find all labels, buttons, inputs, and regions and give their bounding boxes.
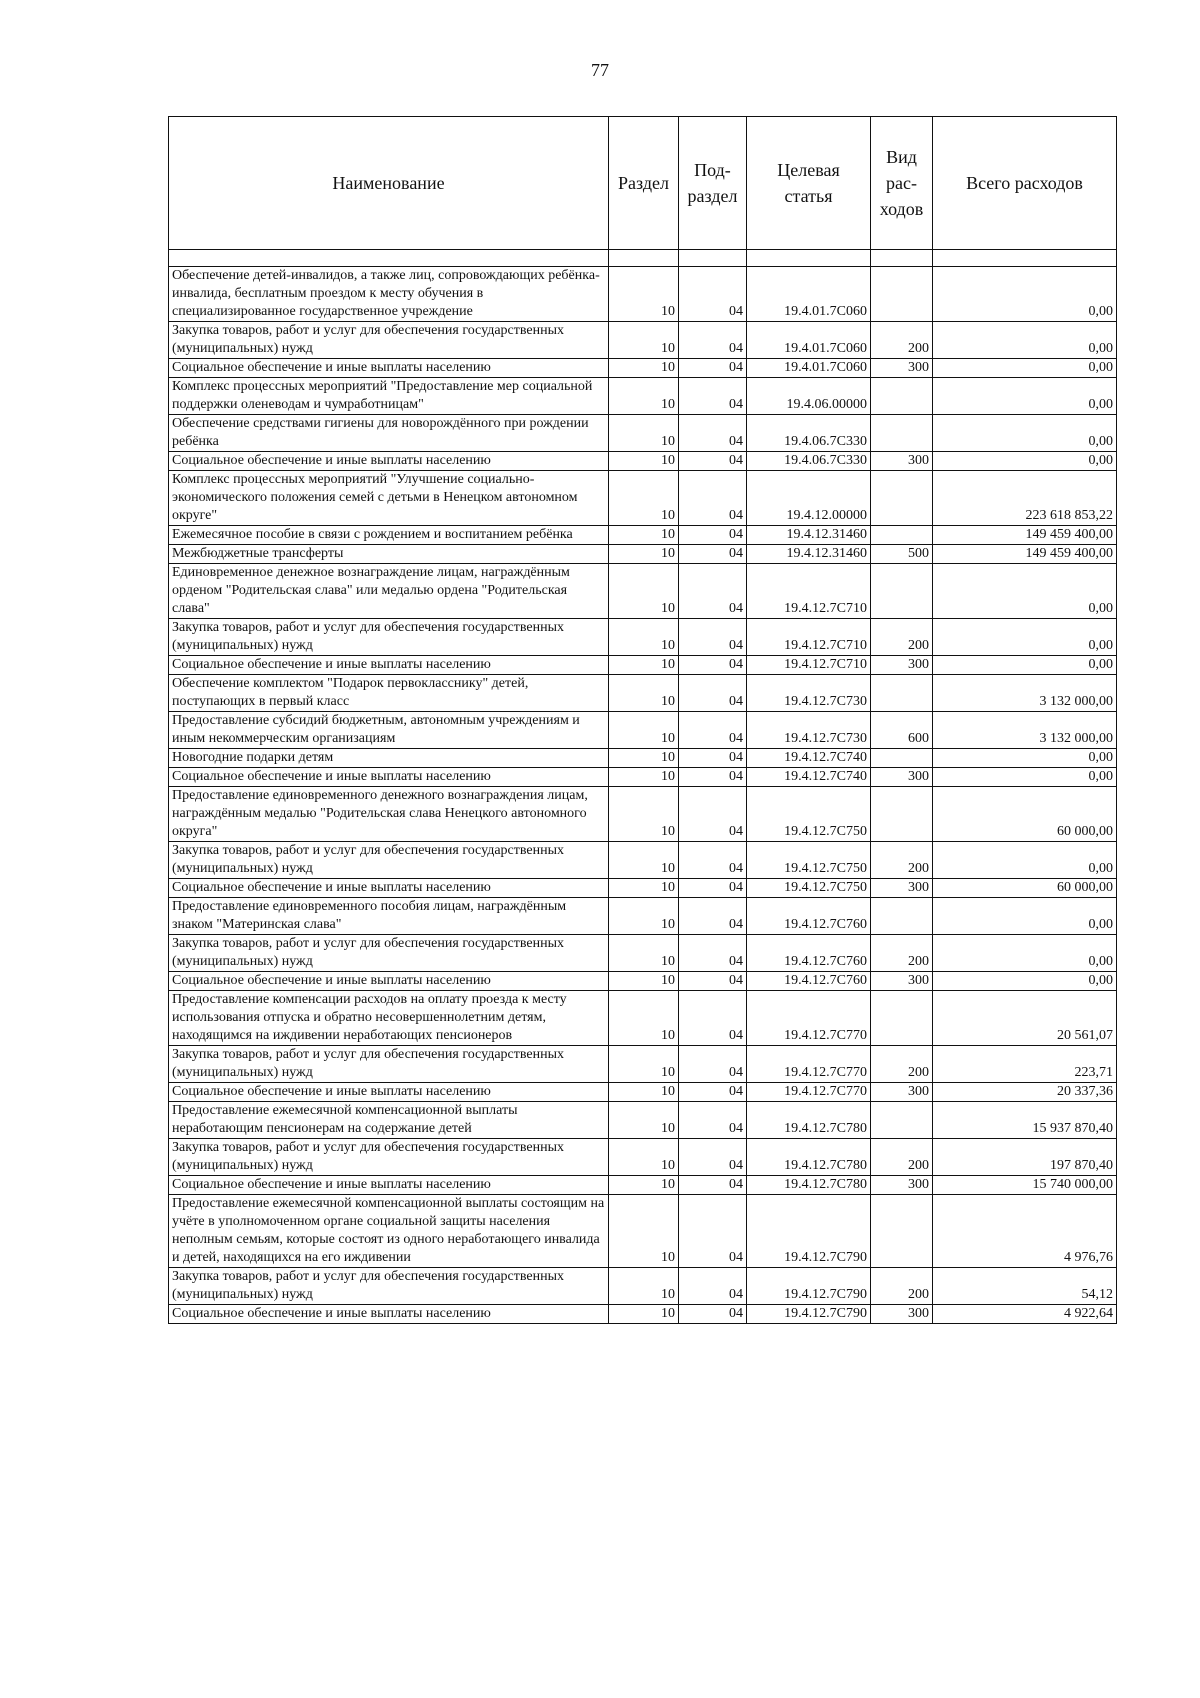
cell-total: 0,00 bbox=[933, 898, 1117, 935]
cell-subsection: 04 bbox=[679, 712, 747, 749]
cell-total: 149 459 400,00 bbox=[933, 545, 1117, 564]
cell-subsection: 04 bbox=[679, 619, 747, 656]
cell-total: 0,00 bbox=[933, 564, 1117, 619]
table-row bbox=[169, 452, 1117, 471]
cell-total: 0,00 bbox=[933, 322, 1117, 359]
cell-type bbox=[871, 991, 933, 1046]
cell-type: 300 bbox=[871, 768, 933, 787]
cell-type: 200 bbox=[871, 619, 933, 656]
cell-total: 0,00 bbox=[933, 452, 1117, 471]
cell-section: 10 bbox=[609, 656, 679, 675]
cell-section: 10 bbox=[609, 712, 679, 749]
cell-name: Социальное обеспечение и иные выплаты населению bbox=[169, 1083, 609, 1102]
table-row bbox=[169, 879, 1117, 898]
cell-type bbox=[871, 378, 933, 415]
cell-target: 19.4.12.7С790 bbox=[747, 1305, 871, 1324]
cell-type bbox=[871, 526, 933, 545]
cell-subsection: 04 bbox=[679, 749, 747, 768]
cell-type bbox=[871, 564, 933, 619]
table-row bbox=[169, 267, 1117, 322]
cell-target: 19.4.12.7С790 bbox=[747, 1195, 871, 1268]
header-spacer-row bbox=[169, 250, 1117, 267]
table-row bbox=[169, 1083, 1117, 1102]
cell-target: 19.4.12.00000 bbox=[747, 471, 871, 526]
cell-type: 300 bbox=[871, 359, 933, 378]
cell-section: 10 bbox=[609, 564, 679, 619]
table-body bbox=[169, 250, 1117, 1324]
table-row bbox=[169, 712, 1117, 749]
cell-target: 19.4.12.31460 bbox=[747, 526, 871, 545]
table-row bbox=[169, 378, 1117, 415]
cell-name: Предоставление ежемесячной компенсационной выплаты неработающим пенсионерам на содержание детей bbox=[169, 1102, 609, 1139]
cell-type: 200 bbox=[871, 1046, 933, 1083]
cell-target: 19.4.12.7С710 bbox=[747, 564, 871, 619]
cell-type: 300 bbox=[871, 1305, 933, 1324]
cell-subsection: 04 bbox=[679, 1268, 747, 1305]
cell-section: 10 bbox=[609, 1195, 679, 1268]
col-header-total: Всего расходов bbox=[933, 117, 1117, 250]
cell-target: 19.4.12.7С710 bbox=[747, 619, 871, 656]
table-row bbox=[169, 545, 1117, 564]
col-header-subsection: Под- раздел bbox=[679, 117, 747, 250]
table-row bbox=[169, 1305, 1117, 1324]
cell-name: Социальное обеспечение и иные выплаты населению bbox=[169, 452, 609, 471]
cell-total: 197 870,40 bbox=[933, 1139, 1117, 1176]
cell-type: 200 bbox=[871, 935, 933, 972]
cell-target: 19.4.12.31460 bbox=[747, 545, 871, 564]
cell-type: 300 bbox=[871, 972, 933, 991]
col-header-name: Наименование bbox=[169, 117, 609, 250]
cell-section: 10 bbox=[609, 545, 679, 564]
table-header-row bbox=[169, 117, 1117, 250]
cell-name: Межбюджетные трансферты bbox=[169, 545, 609, 564]
col-header-target: Целевая статья bbox=[747, 117, 871, 250]
cell-total: 4 922,64 bbox=[933, 1305, 1117, 1324]
cell-subsection: 04 bbox=[679, 1083, 747, 1102]
cell-name: Закупка товаров, работ и услуг для обеспечения государственных (муниципальных) нужд bbox=[169, 1139, 609, 1176]
cell-name: Закупка товаров, работ и услуг для обеспечения государственных (муниципальных) нужд bbox=[169, 1046, 609, 1083]
cell-name: Обеспечение средствами гигиены для новорождённого при рождении ребёнка bbox=[169, 415, 609, 452]
cell-subsection: 04 bbox=[679, 1176, 747, 1195]
cell-total: 3 132 000,00 bbox=[933, 675, 1117, 712]
cell-total: 223 618 853,22 bbox=[933, 471, 1117, 526]
table-row bbox=[169, 322, 1117, 359]
cell-target: 19.4.12.7С750 bbox=[747, 879, 871, 898]
cell-target: 19.4.12.7С760 bbox=[747, 935, 871, 972]
cell-name: Закупка товаров, работ и услуг для обеспечения государственных (муниципальных) нужд bbox=[169, 619, 609, 656]
table-row bbox=[169, 359, 1117, 378]
cell-name: Закупка товаров, работ и услуг для обеспечения государственных (муниципальных) нужд bbox=[169, 842, 609, 879]
cell-subsection: 04 bbox=[679, 564, 747, 619]
cell-target: 19.4.06.7С330 bbox=[747, 452, 871, 471]
cell-name: Комплекс процессных мероприятий "Улучшение социально-экономического положения семей с детьми в Ненецком автономном округе" bbox=[169, 471, 609, 526]
cell-name: Обеспечение комплектом "Подарок первокласснику" детей, поступающих в первый класс bbox=[169, 675, 609, 712]
cell-section: 10 bbox=[609, 972, 679, 991]
cell-section: 10 bbox=[609, 322, 679, 359]
cell-name: Социальное обеспечение и иные выплаты населению bbox=[169, 1305, 609, 1324]
cell-section: 10 bbox=[609, 787, 679, 842]
cell-total: 149 459 400,00 bbox=[933, 526, 1117, 545]
cell-section: 10 bbox=[609, 675, 679, 712]
cell-target: 19.4.12.7С710 bbox=[747, 656, 871, 675]
cell-total: 0,00 bbox=[933, 267, 1117, 322]
cell-type: 200 bbox=[871, 322, 933, 359]
cell-total: 20 561,07 bbox=[933, 991, 1117, 1046]
cell-name: Социальное обеспечение и иные выплаты населению bbox=[169, 359, 609, 378]
cell-total: 0,00 bbox=[933, 359, 1117, 378]
cell-section: 10 bbox=[609, 842, 679, 879]
cell-name: Единовременное денежное вознаграждение лицам, награждённым орденом "Родительская слава" или медалью ордена "Родительская слава" bbox=[169, 564, 609, 619]
cell-type bbox=[871, 1102, 933, 1139]
cell-type: 300 bbox=[871, 879, 933, 898]
cell-type bbox=[871, 415, 933, 452]
table-row bbox=[169, 898, 1117, 935]
cell-subsection: 04 bbox=[679, 545, 747, 564]
cell-target: 19.4.12.7С730 bbox=[747, 675, 871, 712]
cell-name: Социальное обеспечение и иные выплаты населению bbox=[169, 879, 609, 898]
cell-subsection: 04 bbox=[679, 898, 747, 935]
cell-subsection: 04 bbox=[679, 1102, 747, 1139]
cell-name: Предоставление единовременного денежного вознаграждения лицам, награждённым медалью "Родительская слава Ненецкого автономного округа" bbox=[169, 787, 609, 842]
cell-target: 19.4.12.7С780 bbox=[747, 1139, 871, 1176]
cell-subsection: 04 bbox=[679, 359, 747, 378]
table-row bbox=[169, 1139, 1117, 1176]
cell-subsection: 04 bbox=[679, 1305, 747, 1324]
cell-subsection: 04 bbox=[679, 972, 747, 991]
cell-type bbox=[871, 749, 933, 768]
cell-section: 10 bbox=[609, 1102, 679, 1139]
cell-name: Закупка товаров, работ и услуг для обеспечения государственных (муниципальных) нужд bbox=[169, 1268, 609, 1305]
cell-section: 10 bbox=[609, 267, 679, 322]
cell-total: 15 937 870,40 bbox=[933, 1102, 1117, 1139]
cell-name: Новогодние подарки детям bbox=[169, 749, 609, 768]
cell-total: 3 132 000,00 bbox=[933, 712, 1117, 749]
table-row bbox=[169, 749, 1117, 768]
cell-subsection: 04 bbox=[679, 322, 747, 359]
cell-name: Социальное обеспечение и иные выплаты населению bbox=[169, 768, 609, 787]
cell-type bbox=[871, 1195, 933, 1268]
cell-target: 19.4.01.7С060 bbox=[747, 267, 871, 322]
cell-type bbox=[871, 267, 933, 322]
cell-type bbox=[871, 787, 933, 842]
cell-section: 10 bbox=[609, 1268, 679, 1305]
cell-total: 15 740 000,00 bbox=[933, 1176, 1117, 1195]
cell-name: Предоставление единовременного пособия лицам, награждённым знаком "Материнская слава" bbox=[169, 898, 609, 935]
cell-total: 0,00 bbox=[933, 935, 1117, 972]
cell-type: 300 bbox=[871, 452, 933, 471]
cell-section: 10 bbox=[609, 452, 679, 471]
table-row bbox=[169, 415, 1117, 452]
cell-name: Предоставление субсидий бюджетным, автономным учреждениям и иным некоммерческим организациям bbox=[169, 712, 609, 749]
cell-name: Комплекс процессных мероприятий "Предоставление мер социальной поддержки оленеводам и чумработницам" bbox=[169, 378, 609, 415]
cell-total: 0,00 bbox=[933, 415, 1117, 452]
cell-section: 10 bbox=[609, 879, 679, 898]
cell-target: 19.4.06.00000 bbox=[747, 378, 871, 415]
cell-target: 19.4.12.7С730 bbox=[747, 712, 871, 749]
cell-target: 19.4.12.7С750 bbox=[747, 842, 871, 879]
table-row bbox=[169, 842, 1117, 879]
cell-subsection: 04 bbox=[679, 415, 747, 452]
cell-total: 60 000,00 bbox=[933, 787, 1117, 842]
table-row bbox=[169, 526, 1117, 545]
cell-target: 19.4.06.7С330 bbox=[747, 415, 871, 452]
table-row bbox=[169, 1046, 1117, 1083]
cell-total: 0,00 bbox=[933, 768, 1117, 787]
cell-name: Предоставление ежемесячной компенсационной выплаты состоящим на учёте в уполномоченном органе социальной защиты населения неполным семьям, которые состоят из одного неработающего инвалида и детей, находящихся на его иждивении bbox=[169, 1195, 609, 1268]
cell-target: 19.4.12.7С770 bbox=[747, 1046, 871, 1083]
cell-subsection: 04 bbox=[679, 1046, 747, 1083]
cell-type: 300 bbox=[871, 1176, 933, 1195]
cell-total: 0,00 bbox=[933, 378, 1117, 415]
cell-name: Обеспечение детей-инвалидов, а также лиц, сопровождающих ребёнка-инвалида, бесплатным проездом к месту обучения в специализированное государственное учреждение bbox=[169, 267, 609, 322]
cell-subsection: 04 bbox=[679, 768, 747, 787]
cell-total: 4 976,76 bbox=[933, 1195, 1117, 1268]
cell-subsection: 04 bbox=[679, 656, 747, 675]
cell-target: 19.4.12.7С770 bbox=[747, 991, 871, 1046]
cell-section: 10 bbox=[609, 359, 679, 378]
cell-total: 0,00 bbox=[933, 749, 1117, 768]
table-row bbox=[169, 564, 1117, 619]
cell-section: 10 bbox=[609, 1083, 679, 1102]
table-row bbox=[169, 991, 1117, 1046]
cell-subsection: 04 bbox=[679, 378, 747, 415]
cell-subsection: 04 bbox=[679, 675, 747, 712]
cell-type: 200 bbox=[871, 1139, 933, 1176]
cell-subsection: 04 bbox=[679, 1139, 747, 1176]
cell-subsection: 04 bbox=[679, 526, 747, 545]
col-header-section: Раздел bbox=[609, 117, 679, 250]
cell-type: 600 bbox=[871, 712, 933, 749]
cell-subsection: 04 bbox=[679, 452, 747, 471]
table-row bbox=[169, 1176, 1117, 1195]
cell-type: 300 bbox=[871, 1083, 933, 1102]
cell-type: 300 bbox=[871, 656, 933, 675]
cell-subsection: 04 bbox=[679, 471, 747, 526]
cell-section: 10 bbox=[609, 768, 679, 787]
cell-name: Социальное обеспечение и иные выплаты населению bbox=[169, 972, 609, 991]
cell-section: 10 bbox=[609, 619, 679, 656]
cell-type: 500 bbox=[871, 545, 933, 564]
cell-section: 10 bbox=[609, 1305, 679, 1324]
col-header-type: Вид рас- ходов bbox=[871, 117, 933, 250]
table-row bbox=[169, 1195, 1117, 1268]
cell-name: Закупка товаров, работ и услуг для обеспечения государственных (муниципальных) нужд bbox=[169, 935, 609, 972]
cell-section: 10 bbox=[609, 749, 679, 768]
cell-target: 19.4.12.7С760 bbox=[747, 898, 871, 935]
table-row bbox=[169, 619, 1117, 656]
cell-section: 10 bbox=[609, 471, 679, 526]
cell-total: 0,00 bbox=[933, 842, 1117, 879]
table-row bbox=[169, 656, 1117, 675]
cell-name: Ежемесячное пособие в связи с рождением и воспитанием ребёнка bbox=[169, 526, 609, 545]
cell-target: 19.4.12.7С780 bbox=[747, 1176, 871, 1195]
cell-total: 54,12 bbox=[933, 1268, 1117, 1305]
cell-section: 10 bbox=[609, 415, 679, 452]
cell-total: 223,71 bbox=[933, 1046, 1117, 1083]
cell-section: 10 bbox=[609, 1176, 679, 1195]
cell-type bbox=[871, 471, 933, 526]
cell-subsection: 04 bbox=[679, 1195, 747, 1268]
cell-target: 19.4.12.7С760 bbox=[747, 972, 871, 991]
cell-target: 19.4.12.7С780 bbox=[747, 1102, 871, 1139]
table-row bbox=[169, 972, 1117, 991]
cell-total: 60 000,00 bbox=[933, 879, 1117, 898]
cell-type: 200 bbox=[871, 842, 933, 879]
cell-section: 10 bbox=[609, 991, 679, 1046]
cell-subsection: 04 bbox=[679, 842, 747, 879]
table-row bbox=[169, 471, 1117, 526]
cell-name: Социальное обеспечение и иные выплаты населению bbox=[169, 656, 609, 675]
cell-subsection: 04 bbox=[679, 267, 747, 322]
cell-total: 20 337,36 bbox=[933, 1083, 1117, 1102]
cell-section: 10 bbox=[609, 898, 679, 935]
cell-type bbox=[871, 898, 933, 935]
cell-subsection: 04 bbox=[679, 991, 747, 1046]
cell-subsection: 04 bbox=[679, 879, 747, 898]
cell-total: 0,00 bbox=[933, 619, 1117, 656]
cell-subsection: 04 bbox=[679, 935, 747, 972]
table-row bbox=[169, 787, 1117, 842]
page-number: 77 bbox=[591, 60, 609, 80]
cell-total: 0,00 bbox=[933, 972, 1117, 991]
cell-name: Социальное обеспечение и иные выплаты населению bbox=[169, 1176, 609, 1195]
cell-target: 19.4.01.7С060 bbox=[747, 322, 871, 359]
cell-type bbox=[871, 675, 933, 712]
table-row bbox=[169, 1102, 1117, 1139]
budget-table bbox=[168, 116, 1117, 1324]
cell-target: 19.4.12.7С740 bbox=[747, 768, 871, 787]
table-row bbox=[169, 768, 1117, 787]
cell-target: 19.4.12.7С790 bbox=[747, 1268, 871, 1305]
cell-section: 10 bbox=[609, 1139, 679, 1176]
cell-target: 19.4.01.7С060 bbox=[747, 359, 871, 378]
cell-section: 10 bbox=[609, 378, 679, 415]
table-row bbox=[169, 1268, 1117, 1305]
cell-target: 19.4.12.7С740 bbox=[747, 749, 871, 768]
cell-total: 0,00 bbox=[933, 656, 1117, 675]
table-row bbox=[169, 935, 1117, 972]
cell-section: 10 bbox=[609, 526, 679, 545]
cell-section: 10 bbox=[609, 935, 679, 972]
cell-target: 19.4.12.7С770 bbox=[747, 1083, 871, 1102]
cell-target: 19.4.12.7С750 bbox=[747, 787, 871, 842]
table-row bbox=[169, 675, 1117, 712]
cell-type: 200 bbox=[871, 1268, 933, 1305]
cell-section: 10 bbox=[609, 1046, 679, 1083]
cell-name: Предоставление компенсации расходов на оплату проезда к месту использования отпуска и обратно несовершеннолетним детям, находящимся на иждивении неработающих пенсионеров bbox=[169, 991, 609, 1046]
cell-subsection: 04 bbox=[679, 787, 747, 842]
cell-name: Закупка товаров, работ и услуг для обеспечения государственных (муниципальных) нужд bbox=[169, 322, 609, 359]
